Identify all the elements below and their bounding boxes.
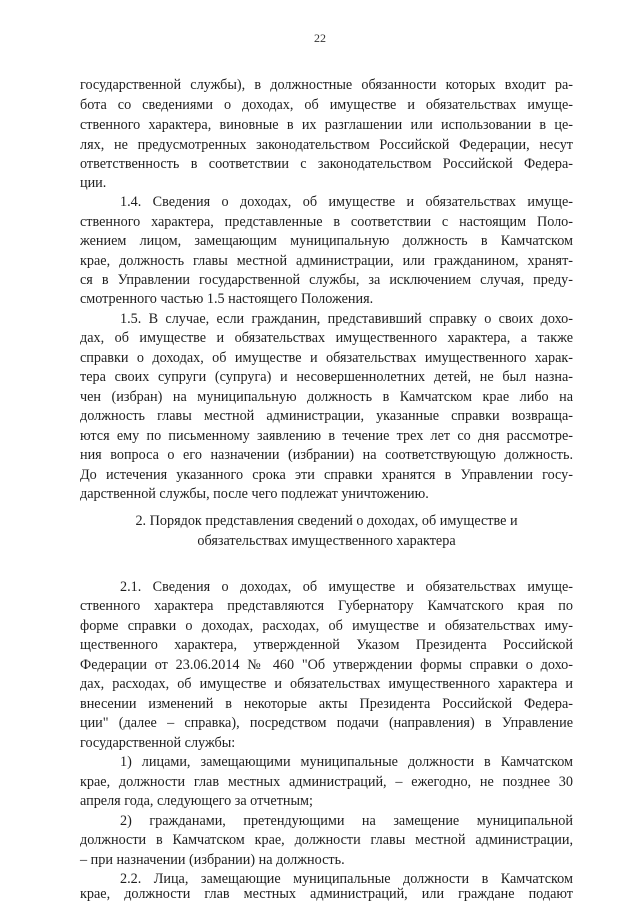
text-line: справки о доходах, об имуществе и обязательствах имущественного харак- — [80, 350, 573, 366]
text-line: смотренного частью 1.5 настоящего Положения. — [80, 291, 374, 307]
text-line: ственного характера, виновные в их разглашении или использовании в це- — [80, 117, 573, 133]
section-heading: обязательствах имущественного характера — [197, 533, 456, 549]
text-line: – при назначении (избрании) на должность. — [80, 852, 345, 868]
text-line: жением лицом, замещающим муниципальную должность в Камчатском — [80, 233, 573, 249]
page-number: 22 — [314, 31, 326, 45]
text-line: лях, не предусмотренных законодательством Российской Федерации, несут — [80, 137, 573, 153]
text-line: Федерации от 23.06.2014 № 460 "Об утверждении формы справки о дохо- — [80, 657, 573, 673]
text-line: государственной службы: — [80, 735, 236, 751]
paragraph-1-5-first-line: 1.5. В случае, если гражданин, представивший справку о своих дохо- — [120, 311, 573, 327]
text-line: ственного характера, представленные в соответствии с настоящим Поло- — [80, 214, 573, 230]
text-line: должность главы местной администрации, указанные справки возвраща- — [80, 408, 573, 424]
text-line: крае, должности глав местных администраций, или граждане подают — [80, 886, 573, 902]
text-line: дарственной службы, после чего подлежат уничтожению. — [80, 486, 429, 502]
text-line: государственной службы), в должностные обязанности которых входит ра- — [80, 77, 573, 93]
list-item-2-first-line: 2) гражданами, претендующими на замещение муниципальной — [120, 813, 573, 829]
text-line: ственного характера представляются Губернатору Камчатского края по — [80, 598, 573, 614]
text-line: тера своих супруги (супруга) и несовершеннолетних детей, не был назна- — [80, 369, 573, 385]
text-line: бота со сведениями о доходах, об имуществе и обязательствах имуще- — [80, 97, 573, 113]
text-line: чен (избран) на муниципальную должность в Камчатском крае либо на — [80, 389, 573, 405]
text-line: щественного характера, утвержденной Указом Президента Российской — [80, 637, 573, 653]
text-line: крае, должность главы местной администрации, или гражданином, хранят- — [80, 253, 573, 269]
section-heading: 2. Порядок представления сведений о доходах, об имуществе и — [135, 513, 518, 529]
text-line: ния вопроса о его назначении (избрании) на соответствующую должность. — [80, 447, 573, 463]
text-line: ся в Управлении государственной службы, за исключением случая, преду- — [80, 272, 573, 288]
text-line: До истечения указанного срока эти справки хранятся в Управлении госу- — [80, 467, 573, 483]
paragraph-1-4-first-line: 1.4. Сведения о доходах, об имуществе и обязательствах имуще- — [120, 194, 573, 210]
text-line: крае, должности глав местных администраций, – ежегодно, не позднее 30 — [80, 774, 573, 790]
paragraph-2-1-first-line: 2.1. Сведения о доходах, об имуществе и обязательствах имуще- — [120, 579, 573, 595]
text-line: ются ему по письменному заявлению в течение трех лет со дня рассмотре- — [80, 428, 573, 444]
text-line: дах, расходах, об имуществе и обязательствах имущественного характера и — [80, 676, 573, 692]
text-line: ции. — [80, 175, 107, 191]
paragraph-2-2-first-line: 2.2. Лица, замещающие муниципальные должности в Камчатском — [120, 871, 573, 887]
text-line: ответственность в соответствии с законодательством Российской Федера- — [80, 156, 573, 172]
text-line: ции" (далее – справка), посредством подачи (направления) в Управление — [80, 715, 573, 731]
text-line: апреля года, следующего за отчетным; — [80, 793, 313, 809]
text-line: форме справки о доходах, расходах, об имуществе и обязательствах иму- — [80, 618, 573, 634]
text-line: дах, об имуществе и обязательствах имущественного характера, а также — [80, 330, 573, 346]
text-line: должности в Камчатском крае, должности главы местной администрации, — [80, 832, 573, 848]
text-line: внесении изменений в некоторые акты Президента Российской Федера- — [80, 696, 573, 712]
list-item-1-first-line: 1) лицами, замещающими муниципальные должности в Камчатском — [120, 754, 573, 770]
